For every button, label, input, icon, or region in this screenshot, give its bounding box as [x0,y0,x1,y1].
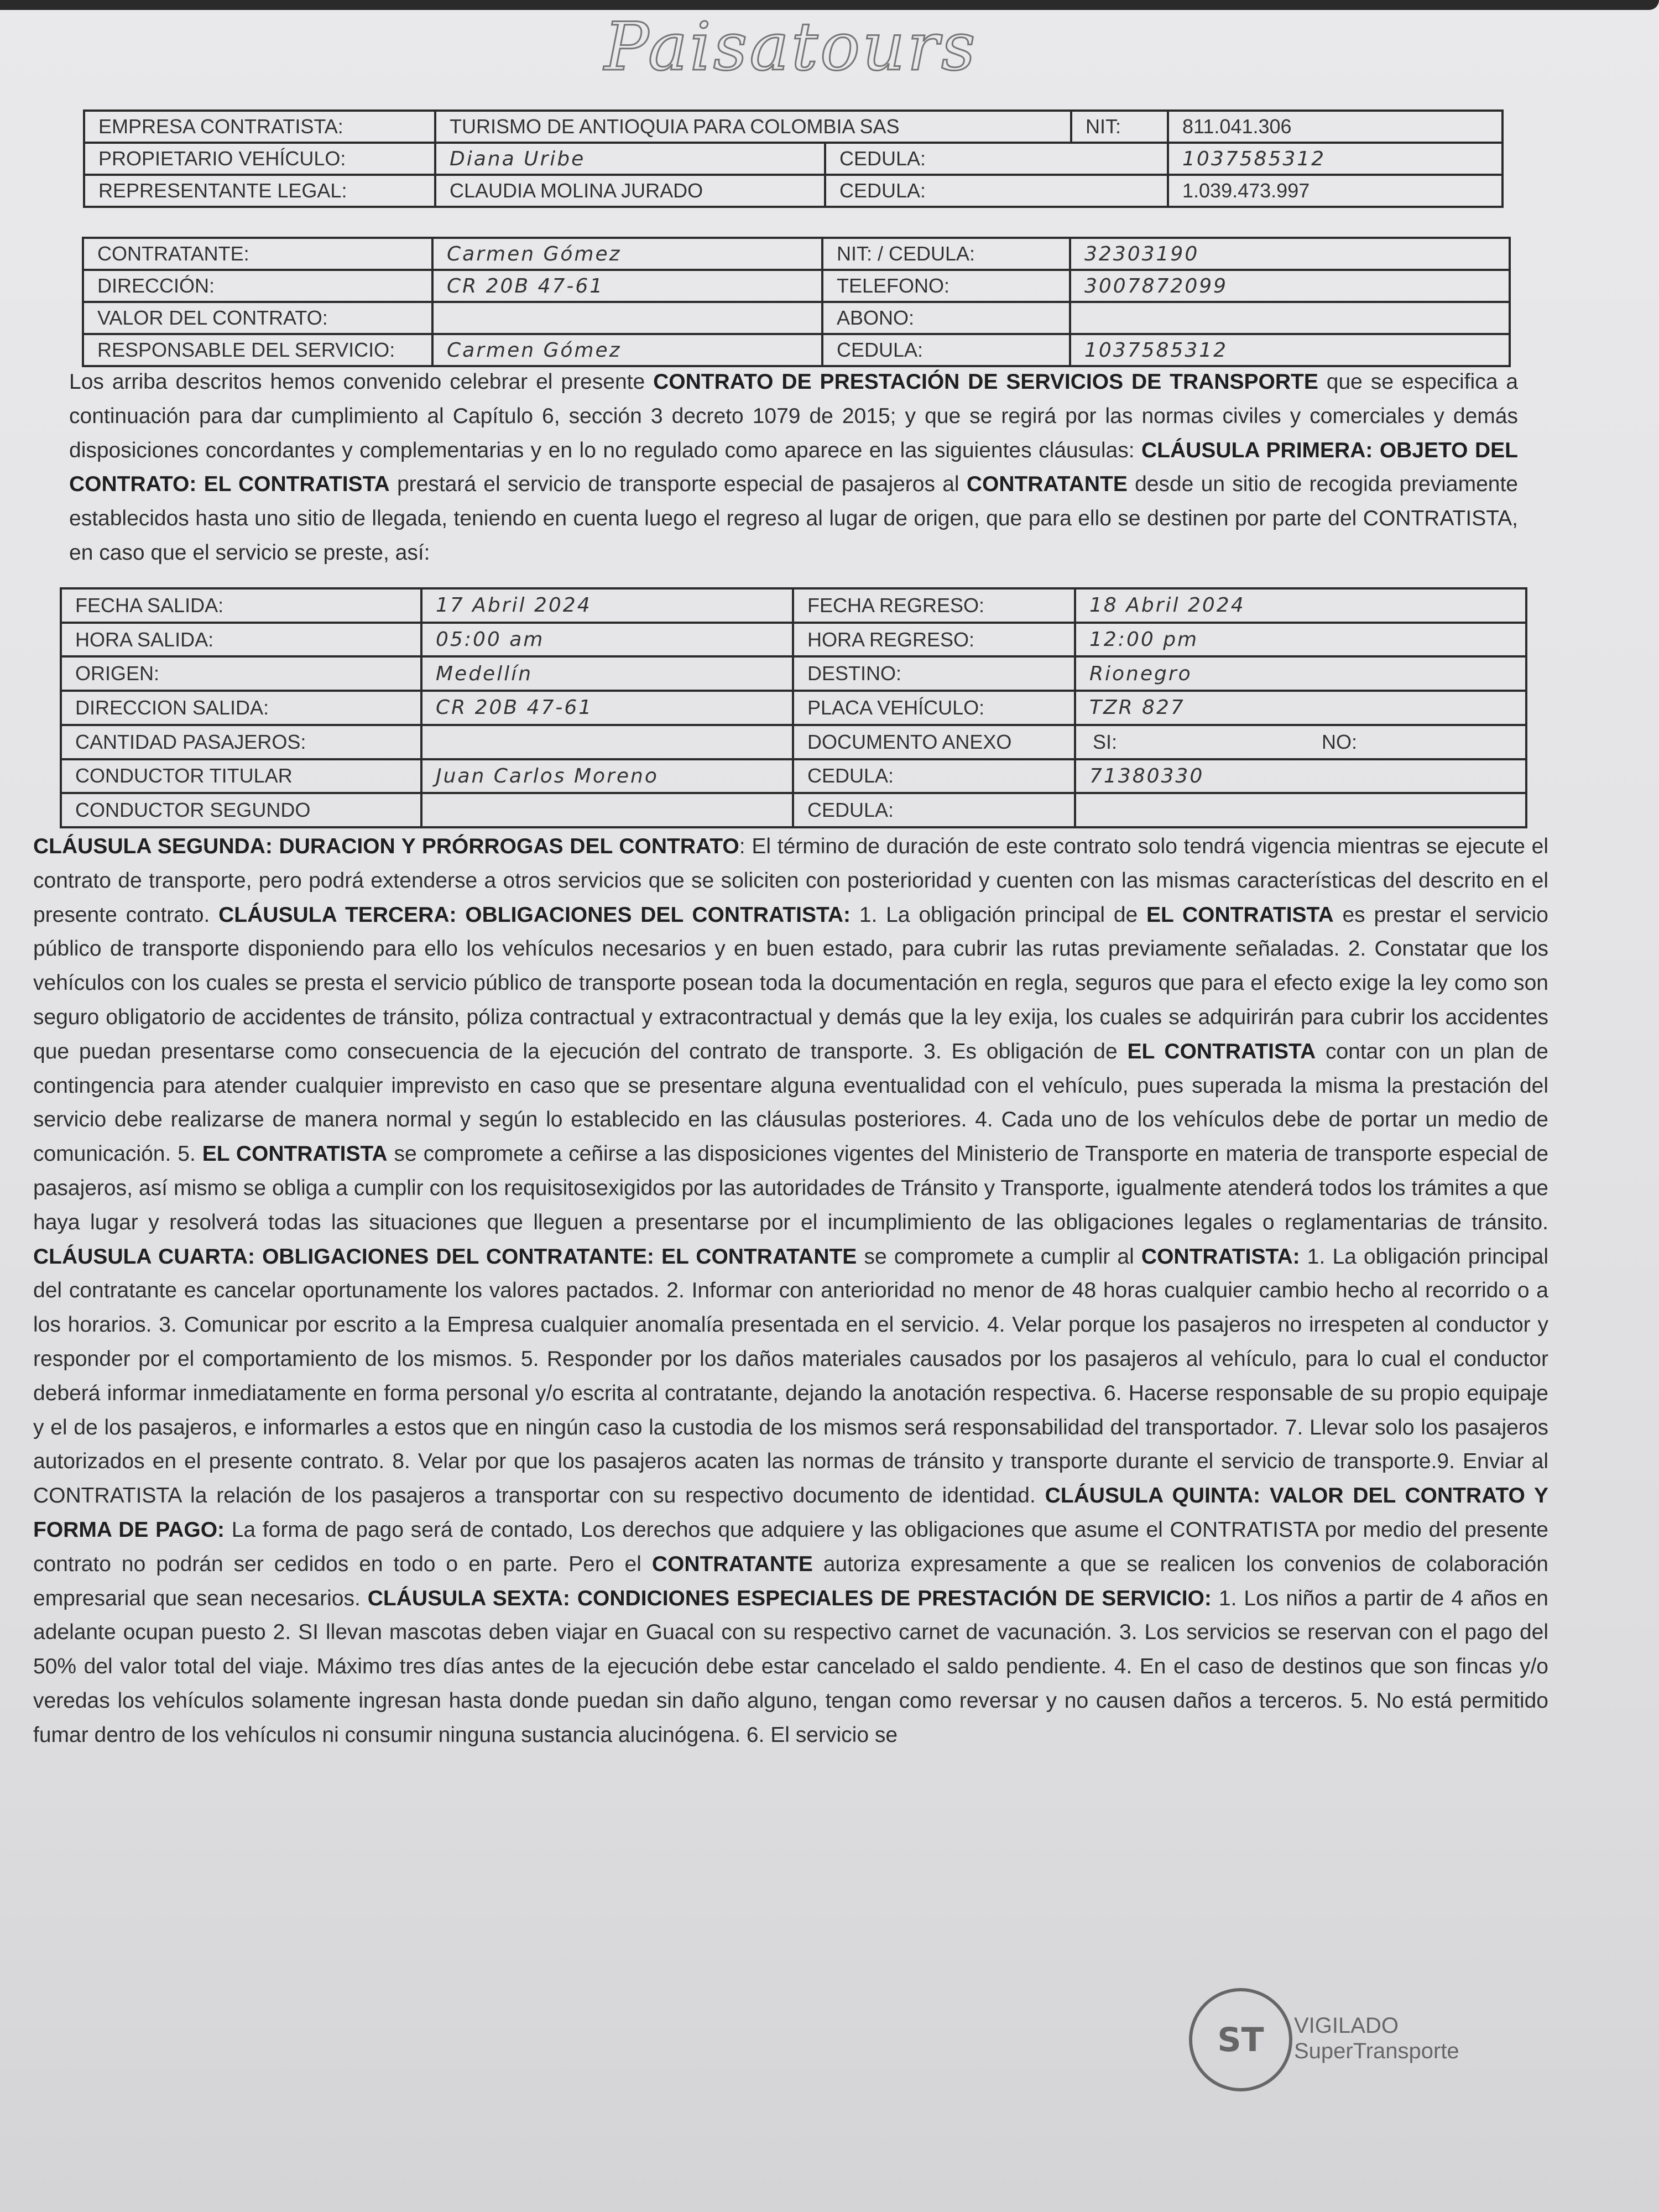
clausula-segunda-text: : El término de duración de este contrato solo tendrá vigencia mientras se ejecute el contrato de transporte, pero podrá extenderse a otros servicios que se soliciten con posterioridad y cuenten con las mismas características del descrito en el presente contrato. [33,834,1548,927]
fecha-regreso-value: 18 Abril 2024 [1075,588,1526,623]
intro-paragraph [69,365,1518,570]
fecha-salida-label: FECHA SALIDA: [61,588,421,623]
conductor-segundo-cedula-label: CEDULA: [793,793,1075,827]
clausula-tercera-text-g: se compromete a ceñirse a las disposiciones vigentes del Ministerio de Transporte en materia de transporte especial de pasajeros, así mismo se obliga a cumplir con los requisitosexigidos por las autoridades de Tránsito y Transporte, igualmente atenderá todos los trámites a que haya lugar y resolverá todas las situaciones que lleguen a presentarse por el incumplimiento de las obligaciones legales o reglamentarias de tránsito. [33,1142,1549,1234]
hora-regreso-value: 12:00 pm [1075,623,1526,657]
conductor-titular-cedula-value: 71380330 [1075,759,1526,794]
clausula-segunda-title: CLÁUSULA SEGUNDA: DURACION Y PRÓRROGAS DEL CONTRATO [33,834,739,858]
si-label: SI: [1093,730,1118,753]
conductor-titular-value: Juan Carlos Moreno [421,759,793,794]
origen-label: ORIGEN: [61,656,421,691]
nit-cedula-value: 32303190 [1070,238,1510,270]
representante-cedula-label: CEDULA: [825,175,1168,207]
representante-cedula-value: 1.039.473.997 [1168,175,1503,207]
hora-salida-value: 05:00 am [421,623,793,657]
intro-text-2: que se especifica a continuación para dar cumplimiento al Capítulo 6, sección 3 decreto 1079 de 2015; y que se regirá por las normas civiles y comerciales y demás disposiciones concordantes y complementarias y en lo no regulado como aparece en las siguientes cláusulas: [69,370,1519,462]
representante-label: REPRESENTANTE LEGAL: [84,175,435,207]
supertransporte-seal-icon: ST [1189,1988,1292,2091]
destino-value: Rionegro [1075,656,1526,691]
contratante-label: CONTRATANTE: [83,238,432,270]
conductor-segundo-label: CONDUCTOR SEGUNDO [61,793,421,827]
intro-bold-1: CONTRATO DE PRESTACIÓN DE SERVICIOS DE TRANSPORTE [653,370,1318,394]
company-info-table [83,109,1504,208]
documento-anexo-options [1075,725,1526,759]
intro-text-1: Los arriba descritos hemos convenido celebrar el presente [69,370,654,394]
empresa-value: TURISMO DE ANTIOQUIA PARA COLOMBIA SAS [435,111,1071,143]
clausula-cuarta-text-c: 1. La obligación principal del contratante es cancelar oportunamente los valores pactados. 2. Informar con anterioridad no menor de 48 horas cualquier cambio hecho al recorrido o a los horarios. 3. Comunicar por escrito a la Empresa cualquier anomalía presentada en el servicio. 4. Velar porque los pasajeros no irrespeten al conductor y responder por el comportamiento de los mismos. 5. Responder por los daños materiales causados por los pasajeros al vehículo, para lo cual el conductor deberá informar inmediatamente en forma personal y/o escrita al contratante, dejando la anotación respectiva. 6. Hacerse responsable de su propio equipaje y el de los pasajeros, e informarles a estos que en ningún caso la custodia de los mismos será responsabilidad del transportador. 7. Llevar solo los pasajeros autorizados en el presente contrato. 8. Velar por que los pasajeros acaten las normas de tránsito y transporte durante el servicio de transporte.9. Enviar al CONTRATISTA la relación de los pasajeros a transportar con su respectivo documento de identidad. [33,1244,1548,1508]
direccion-value: CR 20B 47-61 [432,270,822,302]
clausula-cuarta-title: CLÁUSULA CUARTA: OBLIGACIONES DEL CONTRATANTE: EL CONTRATANTE [33,1244,857,1269]
propietario-cedula-value: 1037585312 [1168,143,1503,175]
conductor-segundo-cedula-value [1075,793,1526,827]
abono-label: ABONO: [822,302,1070,334]
nit-label: NIT: [1071,111,1168,143]
responsable-cedula-label: CEDULA: [822,334,1070,366]
conductor-titular-cedula-label: CEDULA: [793,759,1075,794]
nit-value: 811.041.306 [1168,111,1503,143]
clausula-quinta-bold-b: CONTRATANTE [651,1552,813,1576]
trip-details-table [60,587,1527,828]
responsable-value: Carmen Gómez [432,334,822,366]
documento-anexo-label: DOCUMENTO ANEXO [793,725,1075,759]
valor-contrato-value [432,302,822,334]
clausula-sexta-text: 1. Los niños a partir de 4 años en adelante ocupan puesto 2. SI llevan mascotas deben viajar en Guacal con su respectivo carnet de vacunación. 3. Los servicios se reservan con el pago del 50% del valor total del viaje. Máximo tres días antes de la ejecución debe estar cancelado el saldo pendiente. 4. En el caso de destinos que son fincas y/o veredas los vehículos solamente ingresan hasta donde puedan sin daño alguno, tengan como reversar y no causen daños a terceros. 5. No está permitido fumar dentro de los vehículos ni consumir ninguna sustancia alucinógena. 6. El servicio se [33,1586,1548,1747]
placa-label: PLACA VEHÍCULO: [793,691,1075,725]
clausula-tercera-bold-b: EL CONTRATISTA [1146,902,1334,927]
intro-text-3: prestará el servicio de transporte especial de pasajeros al [389,472,967,497]
clausula-tercera-title: CLÁUSULA TERCERA: OBLIGACIONES DEL CONTRATISTA: [218,902,851,927]
destino-label: DESTINO: [793,656,1075,691]
clausula-cuarta-bold-b: CONTRATISTA: [1141,1244,1300,1269]
vigilado-line2: SuperTransporte [1294,2039,1459,2063]
clausula-tercera-text-e: contar con un plan de contingencia para atender cualquier imprevisto en caso que se presentare alguna eventualidad con el vehículo, pues superada la misma la prestación del servicio debe realizarse de manera normal y según lo establecido en las cláusulas posteriores. 4. Cada uno de los vehículos debe de portar un medio de comunicación. 5. [33,1039,1548,1166]
clausula-quinta-text-c: autoriza expresamente a que se realicen los convenios de colaboración empresarial que sean necesarios. [33,1552,1548,1610]
telefono-value: 3007872099 [1070,270,1510,302]
clausula-tercera-bold-f: EL CONTRATISTA [202,1142,388,1166]
clausula-cuarta-text-a: se compromete a cumplir al [857,1244,1141,1269]
nit-cedula-label: NIT: / CEDULA: [822,238,1070,270]
clauses-body [33,830,1548,1752]
valor-contrato-label: VALOR DEL CONTRATO: [83,302,432,334]
direccion-salida-label: DIRECCION SALIDA: [61,691,421,725]
placa-value: TZR 827 [1075,691,1526,725]
conductor-titular-label: CONDUCTOR TITULAR [61,759,421,794]
intro-text-4: desde un sitio de recogida previamente establecidos hasta uno sitio de llegada, teniendo en cuenta luego el regreso al lugar de origen, que para ello se destinen por parte del CONTRATISTA, en caso que el servicio se preste, así: [69,472,1518,565]
clausula-tercera-text-a: 1. La obligación principal de [851,902,1147,927]
propietario-value: Diana Uribe [435,143,825,175]
responsable-label: RESPONSABLE DEL SERVICIO: [83,334,432,366]
clausula-tercera-text-c: es prestar el servicio público de transporte disponiendo para ello los vehículos necesarios y en buen estado, para cubrir las rutas previamente señaladas. 2. Constatar que los vehículos con los cuales se presta el servicio público de transporte posean toda la documentación en regla, seguros que para el efecto exige la ley como son seguro obligatorio de accidentes de tránsito, póliza contractual y extracontractual y demás que la ley exija, los cuales se adquirirán para cubrir los accidentes que puedan presentarse como consecuencia de la ejecución del contrato de transporte. 3. Es obligación de [33,902,1548,1063]
direccion-salida-value: CR 20B 47-61 [421,691,793,725]
fecha-salida-value: 17 Abril 2024 [421,588,793,623]
clausula-quinta-text-a: La forma de pago será de contado, Los derechos que adquiere y las obligaciones que asume el CONTRATISTA por medio del presente contrato no podrán ser cedidos en todo o en parte. Pero el [33,1517,1548,1576]
intro-bold-3: CONTRATANTE [966,472,1128,497]
clausula-tercera-bold-d: EL CONTRATISTA [1127,1039,1316,1063]
clausula-quinta-title: CLÁUSULA QUINTA: VALOR DEL CONTRATO Y FORMA DE PAGO: [33,1484,1548,1542]
responsable-cedula-value: 1037585312 [1070,334,1510,366]
propietario-cedula-label: CEDULA: [825,143,1168,175]
vigilado-stamp [1294,2013,1459,2064]
direccion-label: DIRECCIÓN: [83,270,432,302]
no-label: NO: [1322,730,1358,753]
cantidad-pasajeros-label: CANTIDAD PASAJEROS: [61,725,421,759]
hora-salida-label: HORA SALIDA: [61,623,421,657]
empresa-label: EMPRESA CONTRATISTA: [84,111,435,143]
contratante-value: Carmen Gómez [432,238,822,270]
client-info-table [82,237,1511,367]
propietario-label: PROPIETARIO VEHÍCULO: [84,143,435,175]
vigilado-line1: VIGILADO [1294,2013,1399,2038]
conductor-segundo-value [421,793,793,827]
fecha-regreso-label: FECHA REGRESO: [793,588,1075,623]
representante-value: CLAUDIA MOLINA JURADO [435,175,825,207]
company-logo: Paisatours [604,8,978,86]
telefono-label: TELEFONO: [822,270,1070,302]
hora-regreso-label: HORA REGRESO: [793,623,1075,657]
origen-value: Medellín [421,656,793,691]
abono-value [1070,302,1510,334]
clausula-primera-title: CLÁUSULA PRIMERA: OBJETO DEL CONTRATO: EL CONTRATISTA [69,438,1518,497]
clausula-sexta-title: CLÁUSULA SEXTA: CONDICIONES ESPECIALES DE PRESTACIÓN DE SERVICIO: [367,1586,1212,1610]
cantidad-pasajeros-value [421,725,793,759]
